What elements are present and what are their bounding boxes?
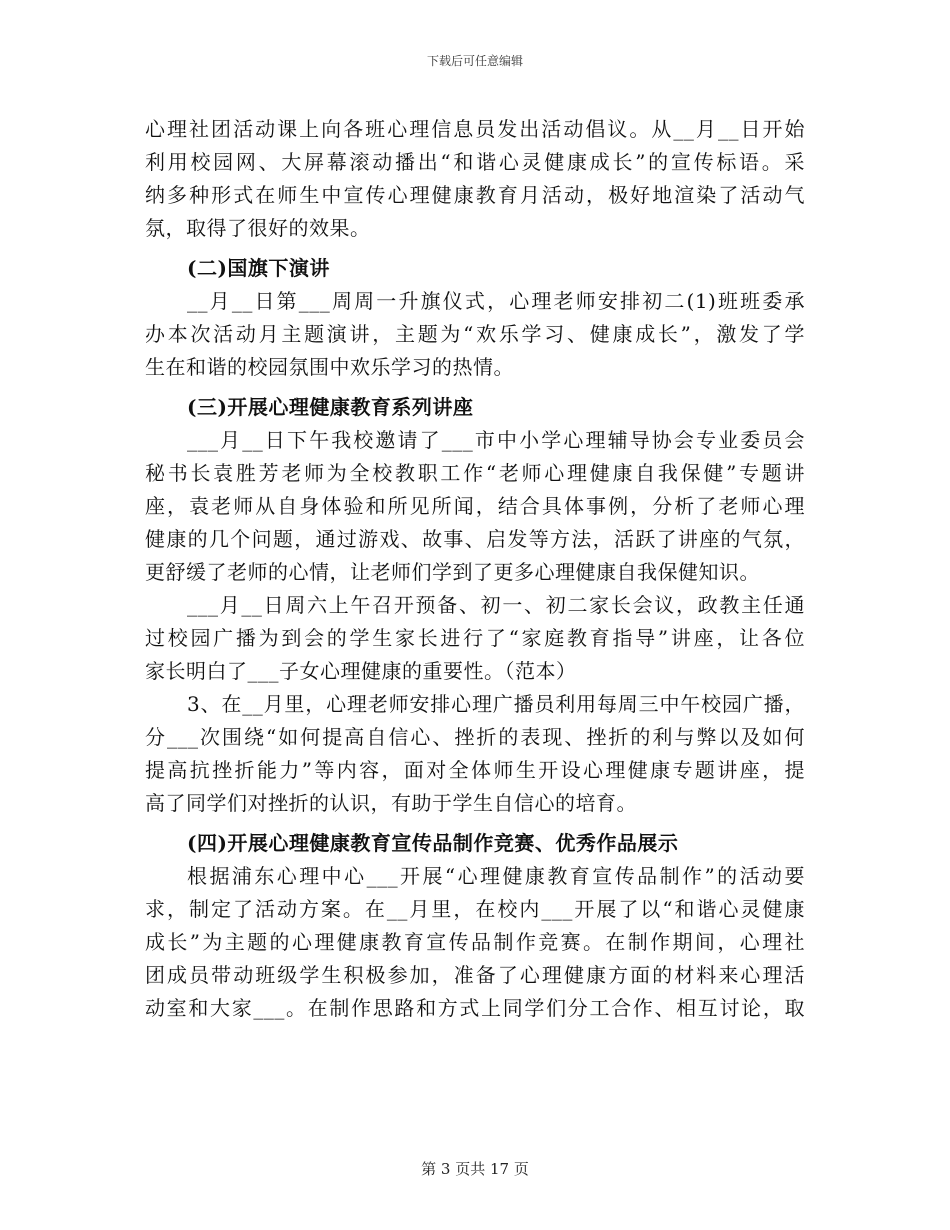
page-header: 下载后可任意编辑 bbox=[426, 54, 523, 68]
paragraph-line: 动室和大家___。在制作思路和方式上同学们分工合作、相互讨论，取 bbox=[145, 996, 805, 1020]
paragraph-line: 团成员带动班级学生积极参加，准备了心理健康方面的材料来心理活 bbox=[145, 963, 805, 987]
section-heading: (四)开展心理健康教育宣传品制作竞赛、优秀作品展示 bbox=[187, 831, 679, 855]
paragraph-line: 成长”为主题的心理健康教育宣传品制作竞赛。在制作期间，心理社 bbox=[145, 930, 805, 954]
paragraph-line: 分___次围绕“如何提高自信心、挫折的表现、挫折的利与弊以及如何 bbox=[145, 725, 805, 749]
paragraph-line: 过校园广播为到会的学生家长进行了“家庭教育指导”讲座，让各位 bbox=[145, 626, 805, 650]
paragraph-line: 生在和谐的校园氛围中欢乐学习的热情。 bbox=[145, 355, 514, 379]
paragraph-line: 利用校园网、大屏幕滚动播出“和谐心灵健康成长”的宣传标语。采 bbox=[145, 150, 805, 174]
paragraph-line: 高了同学们对挫折的认识，有助于学生自信心的培育。 bbox=[145, 791, 637, 815]
paragraph-line: 座，袁老师从自身体验和所见所闻，结合具体事例，分析了老师心理 bbox=[145, 494, 805, 518]
section-heading: (二)国旗下演讲 bbox=[187, 256, 330, 280]
paragraph-line: 3、在__月里，心理老师安排心理广播员利用每周三中午校园广播， bbox=[187, 692, 805, 716]
paragraph-line: ___月__日下午我校邀请了___市中小学心理辅导协会专业委员会 bbox=[187, 428, 805, 452]
paragraph-line: 心理社团活动课上向各班心理信息员发出活动倡议。从__月__日开始 bbox=[145, 117, 805, 141]
paragraph-line: ___月__日周六上午召开预备、初一、初二家长会议，政教主任通 bbox=[187, 593, 805, 617]
paragraph-line: __月__日第___周周一升旗仪式，心理老师安排初二(1)班班委承 bbox=[187, 289, 805, 313]
paragraph-line: 家长明白了___子女心理健康的重要性。（范本） bbox=[145, 659, 577, 683]
page-number: 第 3 页共 17 页 bbox=[421, 1160, 529, 1178]
paragraph-line: 提高抗挫折能力”等内容，面对全体师生开设心理健康专题讲座，提 bbox=[145, 758, 805, 782]
paragraph-line: 求，制定了活动方案。在__月里，在校内___开展了以“和谐心灵健康 bbox=[145, 897, 805, 921]
paragraph-line: 更舒缓了老师的心情，让老师们学到了更多心理健康自我保健知识。 bbox=[145, 560, 760, 584]
document-body bbox=[145, 113, 805, 1025]
paragraph-line: 健康的几个问题，通过游戏、故事、启发等方法，活跃了讲座的气氛， bbox=[145, 527, 805, 551]
paragraph-line: 根据浦东心理中心___开展“心理健康教育宣传品制作”的活动要 bbox=[187, 864, 805, 888]
paragraph-line: 纳多种形式在师生中宣传心理健康教育月活动，极好地渲染了活动气 bbox=[145, 183, 805, 207]
paragraph-line: 办本次活动月主题演讲，主题为“欢乐学习、健康成长”，激发了学 bbox=[145, 322, 805, 346]
section-heading: (三)开展心理健康教育系列讲座 bbox=[187, 395, 474, 419]
paragraph-line: 秘书长袁胜芳老师为全校教职工作“老师心理健康自我保健”专题讲 bbox=[145, 461, 805, 485]
paragraph-line: 氛，取得了很好的效果。 bbox=[145, 216, 371, 240]
